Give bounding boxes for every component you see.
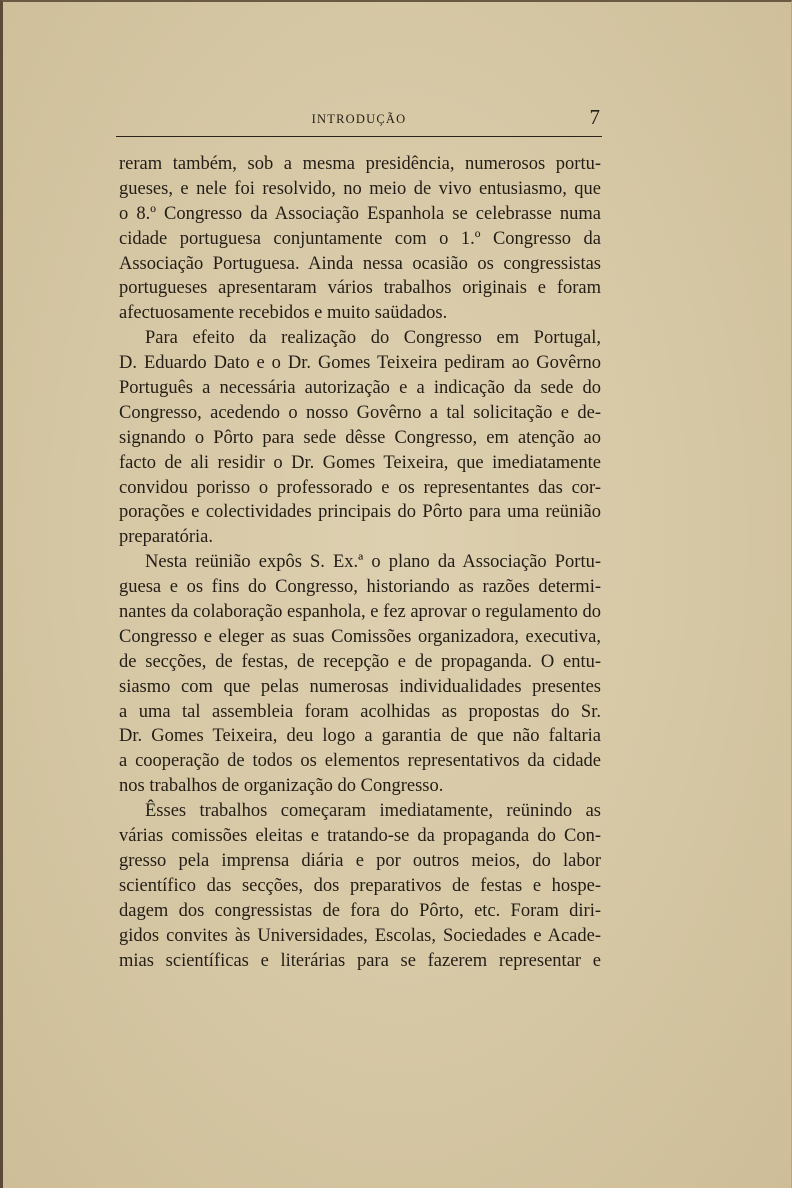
text-line: Associação Portuguesa. Ainda nessa ocasião os congressistas xyxy=(119,253,601,274)
text-line: várias comissões eleitas e tratando-se da propaganda do Con- xyxy=(119,826,601,847)
text-line: gresso pela imprensa diária e por outros meios, do labor xyxy=(119,850,601,871)
text-line: Dr. Gomes Teixeira, deu logo a garantia de que não faltaria xyxy=(119,726,601,747)
paragraph xyxy=(119,326,601,550)
text-line: de secções, de festas, de recepção e de propaganda. O entu- xyxy=(119,651,601,672)
text-line: convidou porisso o professorado e os representantes das cor- xyxy=(119,477,601,498)
text-line: guesa e os fins do Congresso, historiando as razões determi- xyxy=(119,577,601,598)
text-line: Nesta reünião expôs S. Ex.ª o plano da Associação Portu- xyxy=(145,552,601,573)
text-line: a uma tal assembleia foram acolhidas as propostas do Sr. xyxy=(119,701,601,722)
text-line: dagem dos congressistas de fora do Pôrto, etc. Foram diri- xyxy=(119,900,601,921)
page-header xyxy=(116,106,602,137)
text-line: Para efeito da realização do Congresso em Portugal, xyxy=(145,328,601,349)
text-line: siasmo com que pelas numerosas individualidades presentes xyxy=(119,676,601,697)
text-line: signando o Pôrto para sede dêsse Congresso, em atenção ao xyxy=(119,427,601,448)
text-line: Congresso e eleger as suas Comissões organizadora, executiva, xyxy=(119,626,601,647)
text-line: nantes da colaboração espanhola, e fez aprovar o regulamento do xyxy=(119,602,601,623)
text-line: Português a necessária autorização e a indicação da sede do xyxy=(119,378,601,399)
text-line: Congresso, acedendo o nosso Govêrno a tal solicitação e de- xyxy=(119,402,601,423)
text-line: preparatória. xyxy=(119,527,213,548)
text-line: scientífico das secções, dos preparativos de festas e hospe- xyxy=(119,875,601,896)
text-line: gidos convites às Universidades, Escolas, Sociedades e Acade- xyxy=(119,925,601,946)
text-line: portugueses apresentaram vários trabalhos originais e foram xyxy=(119,278,601,299)
text-line: o 8.º Congresso da Associação Espanhola se celebrasse numa xyxy=(119,203,601,224)
text-line: reram também, sob a mesma presidência, numerosos portu- xyxy=(119,154,601,174)
paragraph xyxy=(119,550,601,799)
body-text xyxy=(119,152,601,973)
text-line: a cooperação de todos os elementos representativos da cidade xyxy=(119,751,601,772)
text-line: nos trabalhos de organização do Congresso. xyxy=(119,776,444,797)
running-head: INTRODUÇÃO xyxy=(311,112,407,126)
text-line: cidade portuguesa conjuntamente com o 1.º Congresso da xyxy=(119,228,601,249)
text-line: gueses, e nele foi resolvido, no meio de vivo entusiasmo, que xyxy=(119,178,601,199)
paragraph xyxy=(119,799,601,973)
page-number: 7 xyxy=(589,105,600,129)
text-line: D. Eduardo Dato e o Dr. Gomes Teixeira pediram ao Govêrno xyxy=(119,353,601,374)
text-line: mias scientíficas e literárias para se fazerem representar e xyxy=(119,950,601,971)
text-line: Êsses trabalhos começaram imediatamente, reünindo as xyxy=(145,801,601,822)
text-line: porações e colectividades principais do Pôrto para uma reünião xyxy=(119,502,601,523)
text-line: afectuosamente recebidos e muito saüdados. xyxy=(119,303,448,324)
text-line: facto de ali residir o Dr. Gomes Teixeira, que imediatamente xyxy=(119,452,601,473)
paragraph xyxy=(119,152,601,326)
